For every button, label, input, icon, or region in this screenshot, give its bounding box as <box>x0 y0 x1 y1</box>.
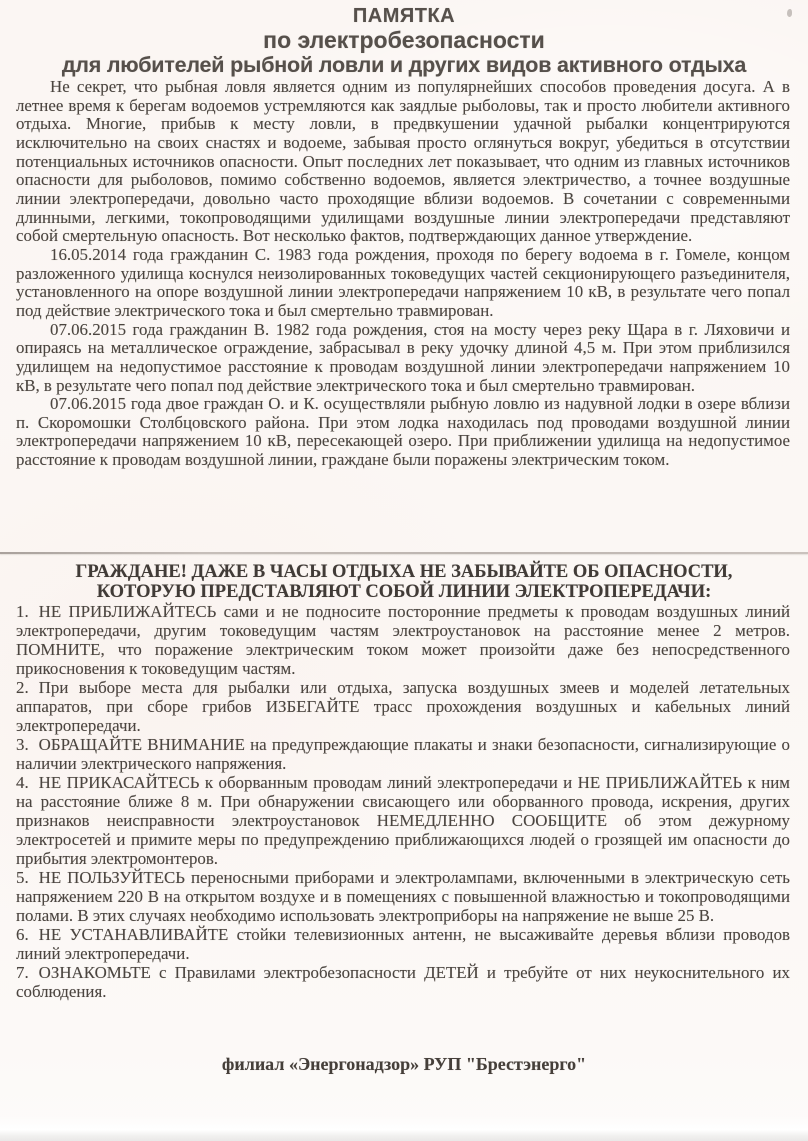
title-line-3: для любителей рыбной ловли и других видов активного отдыха <box>61 53 747 77</box>
rule-number: 5. <box>16 868 29 887</box>
rule-text: НЕ УСТАНАВЛИВАЙТЕ стойки телевизионных антенн, не высаживайте деревья вблизи проводов линий электропередачи. <box>16 925 790 963</box>
scan-artifact <box>787 9 792 17</box>
intro-paragraph: 16.05.2014 года гражданин С. 1983 года рождения, проходя по берегу водоема в г. Гомеле, концом разложенного удилища коснулся неизолированных токоведущих частей секционирующего разъединителя, установленного на опоре воздушной линии электропередачи напряжением 10 кВ, в результате чего попал под действие электрического тока и был смертельно травмирован. <box>16 244 790 320</box>
rules-list <box>16 602 790 1001</box>
rule-item <box>16 925 790 963</box>
rule-number: 4. <box>16 773 29 792</box>
intro-paragraph: Не секрет, что рыбная ловля является одним из популярнейших способов проведения досуга. А в летнее время к берегам водоемов устремляются как заядлые рыболовы, так и просто любители активного отдыха. Многие, прибыв к месту ловли, в предвкушении удачной рыбалки концентрируются исключительно на своих снастях и водоеме, забывая просто оглянуться вокруг, убедиться в отсутствии потенциальных источников опасности. Опыт последних лет показывает, что одним из главных источников опасности для рыболовов, помимо собственно водоемов, является электричество, а точнее воздушные линии электропередачи, довольно часто проходящие вблизи водоемов. В сочетании с современными длинными, легкими, токопроводящими удилищами воздушные линии электропередачи представляют собой смертельную опасность. Вот несколько фактов, подтверждающих данное утверждение. <box>16 77 790 246</box>
footer-signature: филиал «Энергонадзор» РУП "Брестэнерго" <box>221 1054 587 1074</box>
rule-number: 1. <box>16 602 29 621</box>
section-divider <box>0 552 808 554</box>
rule-number: 7. <box>16 963 29 982</box>
warning-heading-line: КОТОРУЮ ПРЕДСТАВЛЯЮТ СОБОЙ ЛИНИИ ЭЛЕКТРОПЕРЕДАЧИ: <box>96 582 712 602</box>
intro-section <box>16 78 790 470</box>
warning-heading-line: ГРАЖДАНЕ! ДАЖЕ В ЧАСЫ ОТДЫХА НЕ ЗАБЫВАЙТЕ ОБ ОПАСНОСТИ, <box>75 562 733 582</box>
rule-text: ОБРАЩАЙТЕ ВНИМАНИЕ на предупреждающие плакаты и знаки безопасности, сигнализирующие о наличии электрического напряжения. <box>16 735 790 773</box>
rule-text: НЕ ПОЛЬЗУЙТЕСЬ переносными приборами и электролампами, включенными в электрическую сеть напряжением 220 В на открытом воздухе и в помещениях с повышенной влажностью и токопроводящими полами. В этих случаях необходимо использовать электроприборы на напряжение не выше 25 В. <box>16 868 790 925</box>
intro-paragraph: 07.06.2015 года гражданин В. 1982 года рождения, стоя на мосту через реку Щара в г. Ляховичи и опираясь на металлическое ограждение, забрасывал в реку удочку длиной 4,5 м. При этом приблизился удилищем на недопустимое расстояние к проводам воздушной линии электропередачи напряжением 10 кВ, в результате чего попал под действие электрического тока и был смертельно травмирован. <box>16 319 790 395</box>
title-line-1: ПАМЯТКА <box>352 5 456 27</box>
rule-number: 2. <box>16 678 29 697</box>
intro-paragraph: 07.06.2015 года двое граждан О. и К. осуществляли рыбную ловлю из надувной лодки в озере вблизи п. Скоромошки Столбцовского района. При этом лодка находилась под проводами воздушной линии электропередачи напряжением 10 кВ, пересекающей озеро. При приближении удилища на недопустимое расстояние к проводам воздушной линии, граждане были поражены электрическим током. <box>16 394 790 470</box>
rule-item <box>16 773 790 868</box>
warning-heading <box>0 562 808 602</box>
rule-number: 3. <box>16 735 29 754</box>
rule-item <box>16 735 790 773</box>
rule-number: 6. <box>16 925 29 944</box>
rule-item <box>16 868 790 925</box>
rule-text: НЕ ПРИКАСАЙТЕСЬ к оборванным проводам линий электропередачи и НЕ ПРИБЛИЖАЙТЕЬ к ним на расстояние ближе 8 м. При обнаружении свисающего или оборванного провода, искрения, других признаков неисправности электроустановок НЕМЕДЛЕННО СООБЩИТЕ об этом дежурному электросетей и примите меры по предупреждению приближающихся людей о грозящей им опасности до прибытия электромонтеров. <box>16 773 790 868</box>
rule-text: ОЗНАКОМЬТЕ с Правилами электробезопасности ДЕТЕЙ и требуйте от них неукоснительного их соблюдения. <box>16 963 790 1001</box>
rule-item <box>16 963 790 1001</box>
rule-item <box>16 602 790 678</box>
scan-edge <box>0 1116 808 1141</box>
memo-title <box>0 5 808 77</box>
rule-text: НЕ ПРИБЛИЖАЙТЕСЬ сами и не подносите посторонние предметы к проводам воздушных линий электропередачи, другим токоведущим частям электроустановок на расстояние менее 2 метров. ПОМНИТЕ, что поражение электрическим током может произойти даже без непосредственного прикосновения к токоведущим частям. <box>16 602 790 678</box>
title-line-2: по электробезопасности <box>263 27 545 53</box>
rule-item <box>16 678 790 735</box>
rule-text: При выборе места для рыбалки или отдыха, запуска воздушных змеев и моделей летательных аппаратов, при сборе грибов ИЗБЕГАЙТЕ трасс прохождения воздушных и кабельных линий электропередачи. <box>16 678 790 735</box>
